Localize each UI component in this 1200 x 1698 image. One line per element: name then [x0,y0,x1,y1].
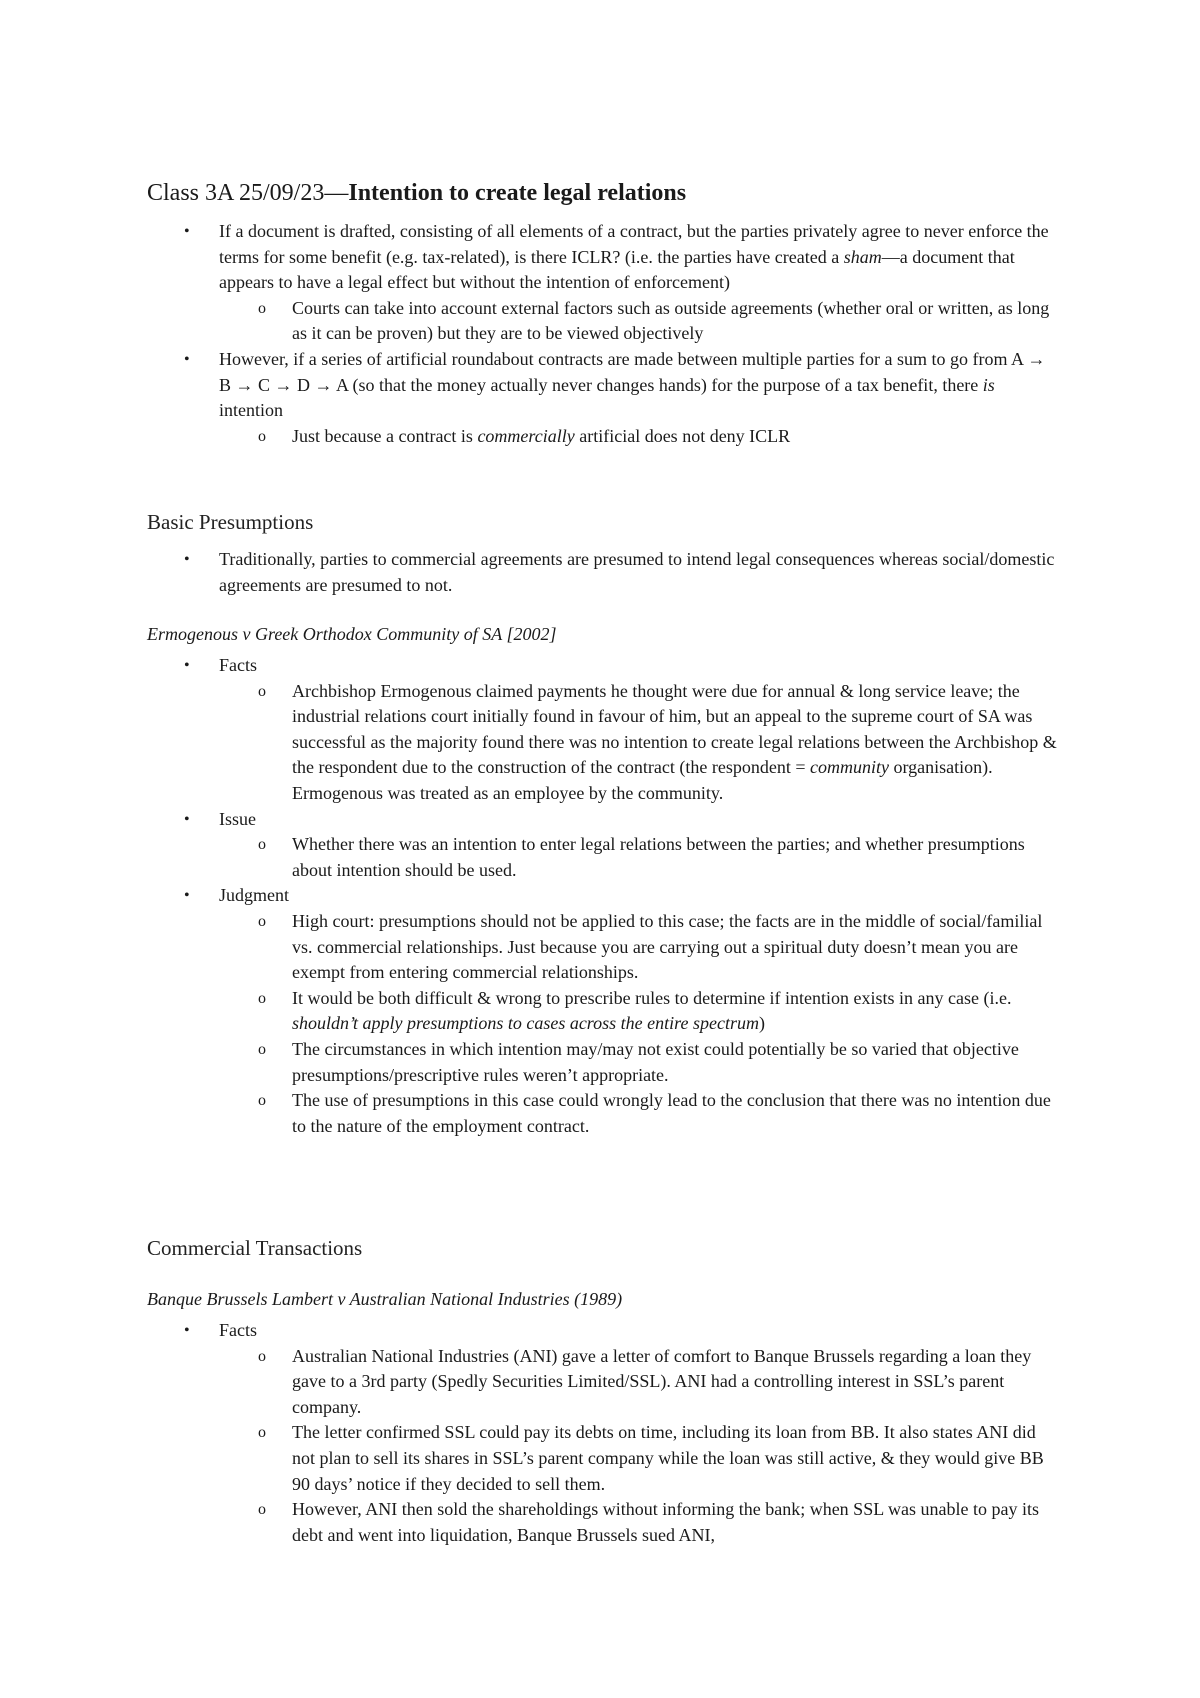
sub-bullet-icon: o [258,836,266,854]
sub-bullet-icon: o [258,1501,266,1519]
ermogenous-list [0,653,1200,1139]
sub-bullet-icon: o [258,989,266,1007]
sub-bullet-icon: o [258,1040,266,1058]
sub-bullet-icon: o [258,427,266,445]
sub-bullet-icon: o [258,1424,266,1442]
list-item: o It would be both difficult & wrong to prescribe rules to determine if intention exists in any case (i.e. shouldn’t apply presumptions to cases across the entire spectrum) [258,987,1012,1034]
section-heading-commercial-transactions: Commercial Transactions [147,1236,363,1260]
list-item: • Facts [0,653,1200,679]
case-title-banque: Banque Brussels Lambert v Australian National Industries (1989) [147,1289,623,1309]
section-heading-basic-presumptions: Basic Presumptions [147,510,314,534]
list-item: • If a document is drafted, consisting of all elements of a contract, but the parties privately agree to never enforce the terms for some benefit (e.g. tax-related), is there ICLR? (i.e. the parties have created a sham—a document that appears to have a legal effect but without the intention of enforcement) [184,221,1049,293]
sub-bullet-icon: o [258,1092,266,1110]
list-item: • Traditionally, parties to commercial agreements are presumed to intend legal consequences whereas social/domestic agreements are presumed to not. [184,549,1055,595]
list-item: o The letter confirmed SSL could pay its debts on time, including its loan from BB. It also states ANI did not plan to sell its shares in SSL’s parent company while the loan was still active, & they would give BB 90 days’ notice if they decided to sell them. [258,1422,1044,1494]
sub-bullet-icon: o [258,1347,266,1365]
page-title: Class 3A 25/09/23—Intention to create legal relations [147,180,687,206]
list-item: o However, ANI then sold the shareholdings without informing the bank; when SSL was unable to pay its debt and went into liquidation, Banque Brussels sued ANI, [258,1499,1039,1545]
sub-bullet-icon: o [258,682,266,700]
list-item: o Just because a contract is commercially artificial does not deny ICLR [0,424,1200,450]
list-item: o Australian National Industries (ANI) gave a letter of comfort to Banque Brussels regarding a loan they gave to a 3rd party (Spedly Securities Limited/SSL). ANI had a controlling interest in SSL’s parent company. [258,1345,1032,1417]
bullet-icon: • [184,657,190,674]
sub-bullet-icon: o [258,299,266,317]
bullet-icon: • [184,887,190,905]
bullet-icon: • [184,223,190,240]
banque-list [0,1318,1200,1548]
case-title-ermogenous: Ermogenous v Greek Orthodox Community of SA [2002] [147,624,557,644]
list-item: o Courts can take into account external factors such as outside agreements (whether oral or written, as long as it can be proven) but they are to be viewed objectively [258,297,1050,344]
list-item: • Judgment [0,883,1200,909]
bullet-icon: • [184,810,190,828]
list-item: • Issue [0,807,1200,833]
bullet-icon: • [184,551,190,568]
basic-list [0,547,1200,598]
sub-bullet-icon: o [258,912,266,930]
list-item: o High court: presumptions should not be applied to this case; the facts are in the middle of social/familial vs. commercial relationships. Just because you are carrying out a spiritual duty doesn’t mean you are exempt from entering commercial relationships. [258,910,1043,983]
list-item: o Archbishop Ermogenous claimed payments he thought were due for annual & long service leave; the industrial relations court initially found in favour of him, but an appeal to the supreme court of SA was successful as the majority found there was no intention to create legal relations between the Archbishop & the respondent due to the construction of the contract (the respondent = community organisation). Ermogenous was treated as an employee by the community. [258,680,1057,803]
list-item: o Whether there was an intention to enter legal relations between the parties; and whether presumptions about intention should be used. [258,834,1025,880]
bullet-icon: • [184,350,190,368]
list-item: • However, if a series of artificial roundabout contracts are made between multiple parties for a sum to go from A → B → C → D → A (so that the money actually never changes hands) for the purpose of a tax benefit, there is intention [184,348,1046,421]
list-item: o The circumstances in which intention may/may not exist could potentially be so varied that objective presumptions/prescriptive rules weren’t appropriate. [258,1038,1019,1085]
intro-list [0,219,1200,449]
bullet-icon: • [184,1322,190,1339]
list-item: o The use of presumptions in this case could wrongly lead to the conclusion that there was no intention due to the nature of the employment contract. [258,1090,1051,1136]
list-item: • Facts [0,1318,1200,1344]
